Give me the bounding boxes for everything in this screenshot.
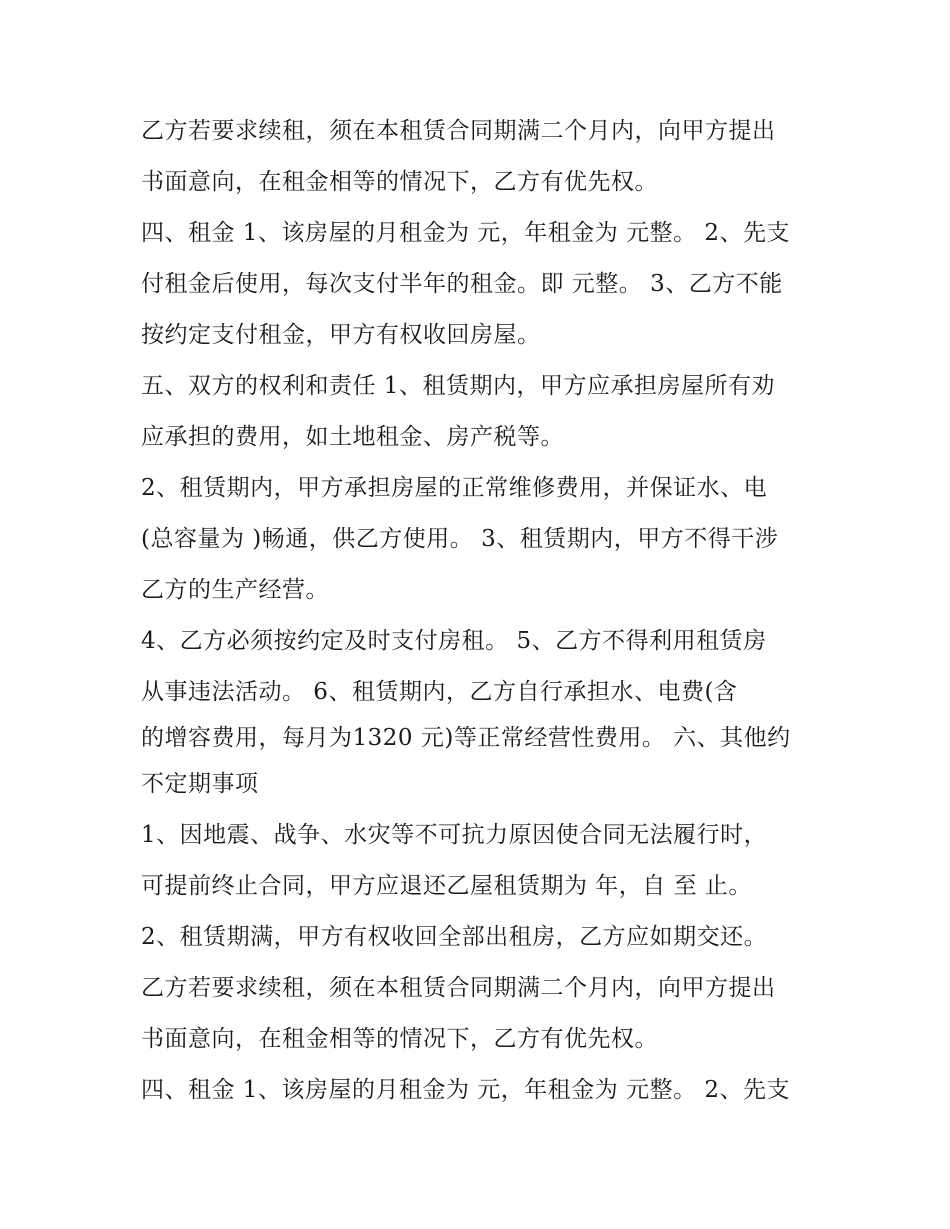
text-line: 2、租赁期满，甲方有权收回全部出租房，乙方应如期交还。 — [141, 924, 768, 950]
text-line: 按约定支付租金，甲方有权收回房屋。 — [141, 322, 541, 348]
text-line: 1、因地震、战争、水灾等不可抗力原因使合同无法履行时， — [141, 822, 768, 848]
text-line: 付租金后使用，每次支付半年的租金。即 元整。 3、乙方不能 — [141, 271, 783, 297]
text-line: 从事违法活动。 6、租赁期内，乙方自行承担水、电费(含 — [141, 679, 738, 705]
text-line: 四、租金 1、该房屋的月租金为 元，年租金为 元整。 2、先支 — [141, 220, 791, 246]
text-line: 2、租赁期内，甲方承担房屋的正常维修费用，并保证水、电 — [141, 475, 768, 501]
text-line: 不定期事项 — [141, 771, 259, 797]
text-line: 四、租金 1、该房屋的月租金为 元，年租金为 元整。 2、先支 — [141, 1077, 791, 1103]
text-line: 乙方若要求续租，须在本租赁合同期满二个月内，向甲方提出 — [141, 975, 776, 1001]
text-line: 五、双方的权利和责任 1、租赁期内，甲方应承担房屋所有劝 — [141, 373, 775, 399]
text-line: 书面意向，在租金相等的情况下，乙方有优先权。 — [141, 169, 658, 195]
contract-text — [141, 106, 821, 1116]
text-line: 应承担的费用，如土地租金、房产税等。 — [141, 424, 564, 450]
text-line: 乙方若要求续租，须在本租赁合同期满二个月内，向甲方提出 — [141, 118, 776, 144]
text-line: 书面意向，在租金相等的情况下，乙方有优先权。 — [141, 1026, 658, 1052]
text-line: 可提前终止合同，甲方应退还乙屋租赁期为 年，自 至 止。 — [141, 873, 752, 899]
text-line: (总容量为 )畅通，供乙方使用。 3、租赁期内，甲方不得干涉 — [141, 526, 779, 552]
text-line: 乙方的生产经营。 — [141, 577, 329, 603]
text-line: 的增容费用，每月为1320 元)等正常经营性费用。 六、其他约 — [141, 725, 791, 751]
text-line: 4、乙方必须按约定及时支付房租。 5、乙方不得利用租赁房 — [141, 628, 767, 654]
